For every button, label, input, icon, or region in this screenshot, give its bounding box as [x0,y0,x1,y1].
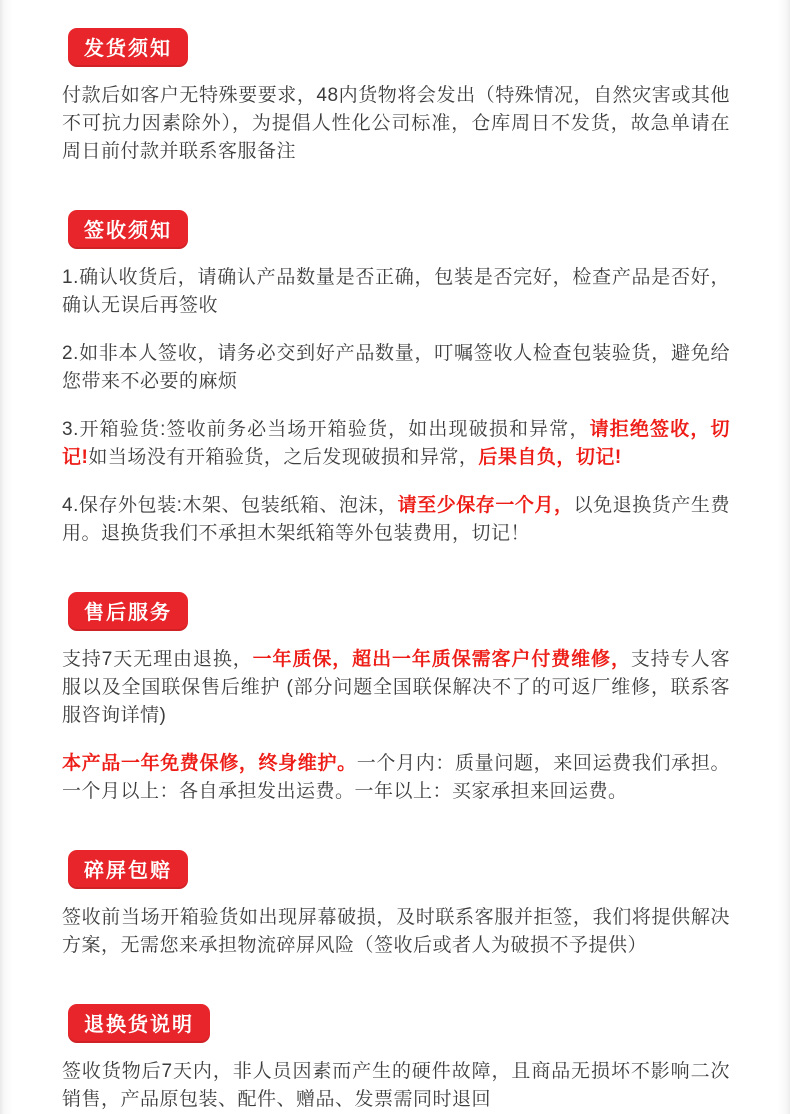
receipt-notice-item-3 [62,416,730,472]
highlight-text-span: 后果自负，切记! [478,447,622,468]
screen-damage-paragraph [62,904,730,960]
text-span: 如当场没有开箱验货，之后发现破损和异常， [88,447,479,468]
screen-damage-guarantee-badge: 碎屏包赔 [68,850,188,889]
after-sales-paragraph-2 [62,750,730,806]
text-span: 1.确认收货后，请确认产品数量是否正确，包装是否完好，检查产品是否好，确认无误后再签收 [62,267,730,316]
text-span: 3.开箱验货:签收前务必当场开箱验货，如出现破损和异常， [62,419,590,440]
return-exchange-policy-badge: 退换货说明 [68,1004,210,1043]
shipping-notice-badge: 发货须知 [68,28,188,67]
text-span: 2.如非本人签收，请务必交到好产品数量，叮嘱签收人检查包装验货，避免给您带来不必要的麻烦 [62,343,730,392]
section-screen-damage-guarantee [62,850,730,960]
after-sales-paragraph-1 [62,646,730,730]
text-span: 以免退换货产生费用。退换货我们不承担木架纸箱等外包装费用，切记！ [62,495,730,544]
text-span: 支持专人客服以及全国联保售后维护 (部分问题全国联保解决不了的可返厂维修，联系客服咨询详情) [62,649,730,726]
text-span: 4.保存外包装:木架、包装纸箱、泡沫， [62,495,398,516]
text-span: 一个月内：质量问题，来回运费我们承担。一个月以上：各自承担发出运费。一年以上：买家承担来回运费。 [62,753,730,802]
receipt-notice-item-2 [62,340,730,396]
text-span: 签收前当场开箱验货如出现屏幕破损，及时联系客服并拒签，我们将提供解决方案，无需您来承担物流碎屏风险（签收后或者人为破损不予提供） [62,907,730,956]
text-span: 签收货物后7天内，非人员因素而产生的硬件故障，且商品无损坏不影响二次销售，产品原包装、配件、赠品、发票需同时退回 [62,1061,730,1110]
highlight-text-span: 请至少保存一个月， [397,495,574,516]
section-after-sales-service [62,592,730,806]
text-span: 支持7天无理由退换， [62,649,253,670]
text-span: 付款后如客户无特殊要要求，48内货物将会发出（特殊情况，自然灾害或其他不可抗力因素除外），为提倡人性化公司标准，仓库周日不发货，故急单请在周日前付款并联系客服备注 [62,85,730,162]
return-exchange-paragraph [62,1058,730,1114]
section-return-exchange-policy [62,1004,730,1114]
shipping-notice-paragraph [62,82,730,166]
section-shipping-notice [62,28,730,166]
receipt-notice-badge: 签收须知 [68,210,188,249]
receipt-notice-item-4 [62,492,730,548]
receipt-notice-item-1 [62,264,730,320]
highlight-text-span: 请拒绝签收，切记! [62,419,730,468]
after-sales-service-badge: 售后服务 [68,592,188,631]
highlight-text-span: 一年质保，超出一年质保需客户付费维修， [252,649,631,670]
section-receipt-notice [62,210,730,548]
highlight-text-span: 本产品一年免费保修，终身维护。 [62,753,357,774]
